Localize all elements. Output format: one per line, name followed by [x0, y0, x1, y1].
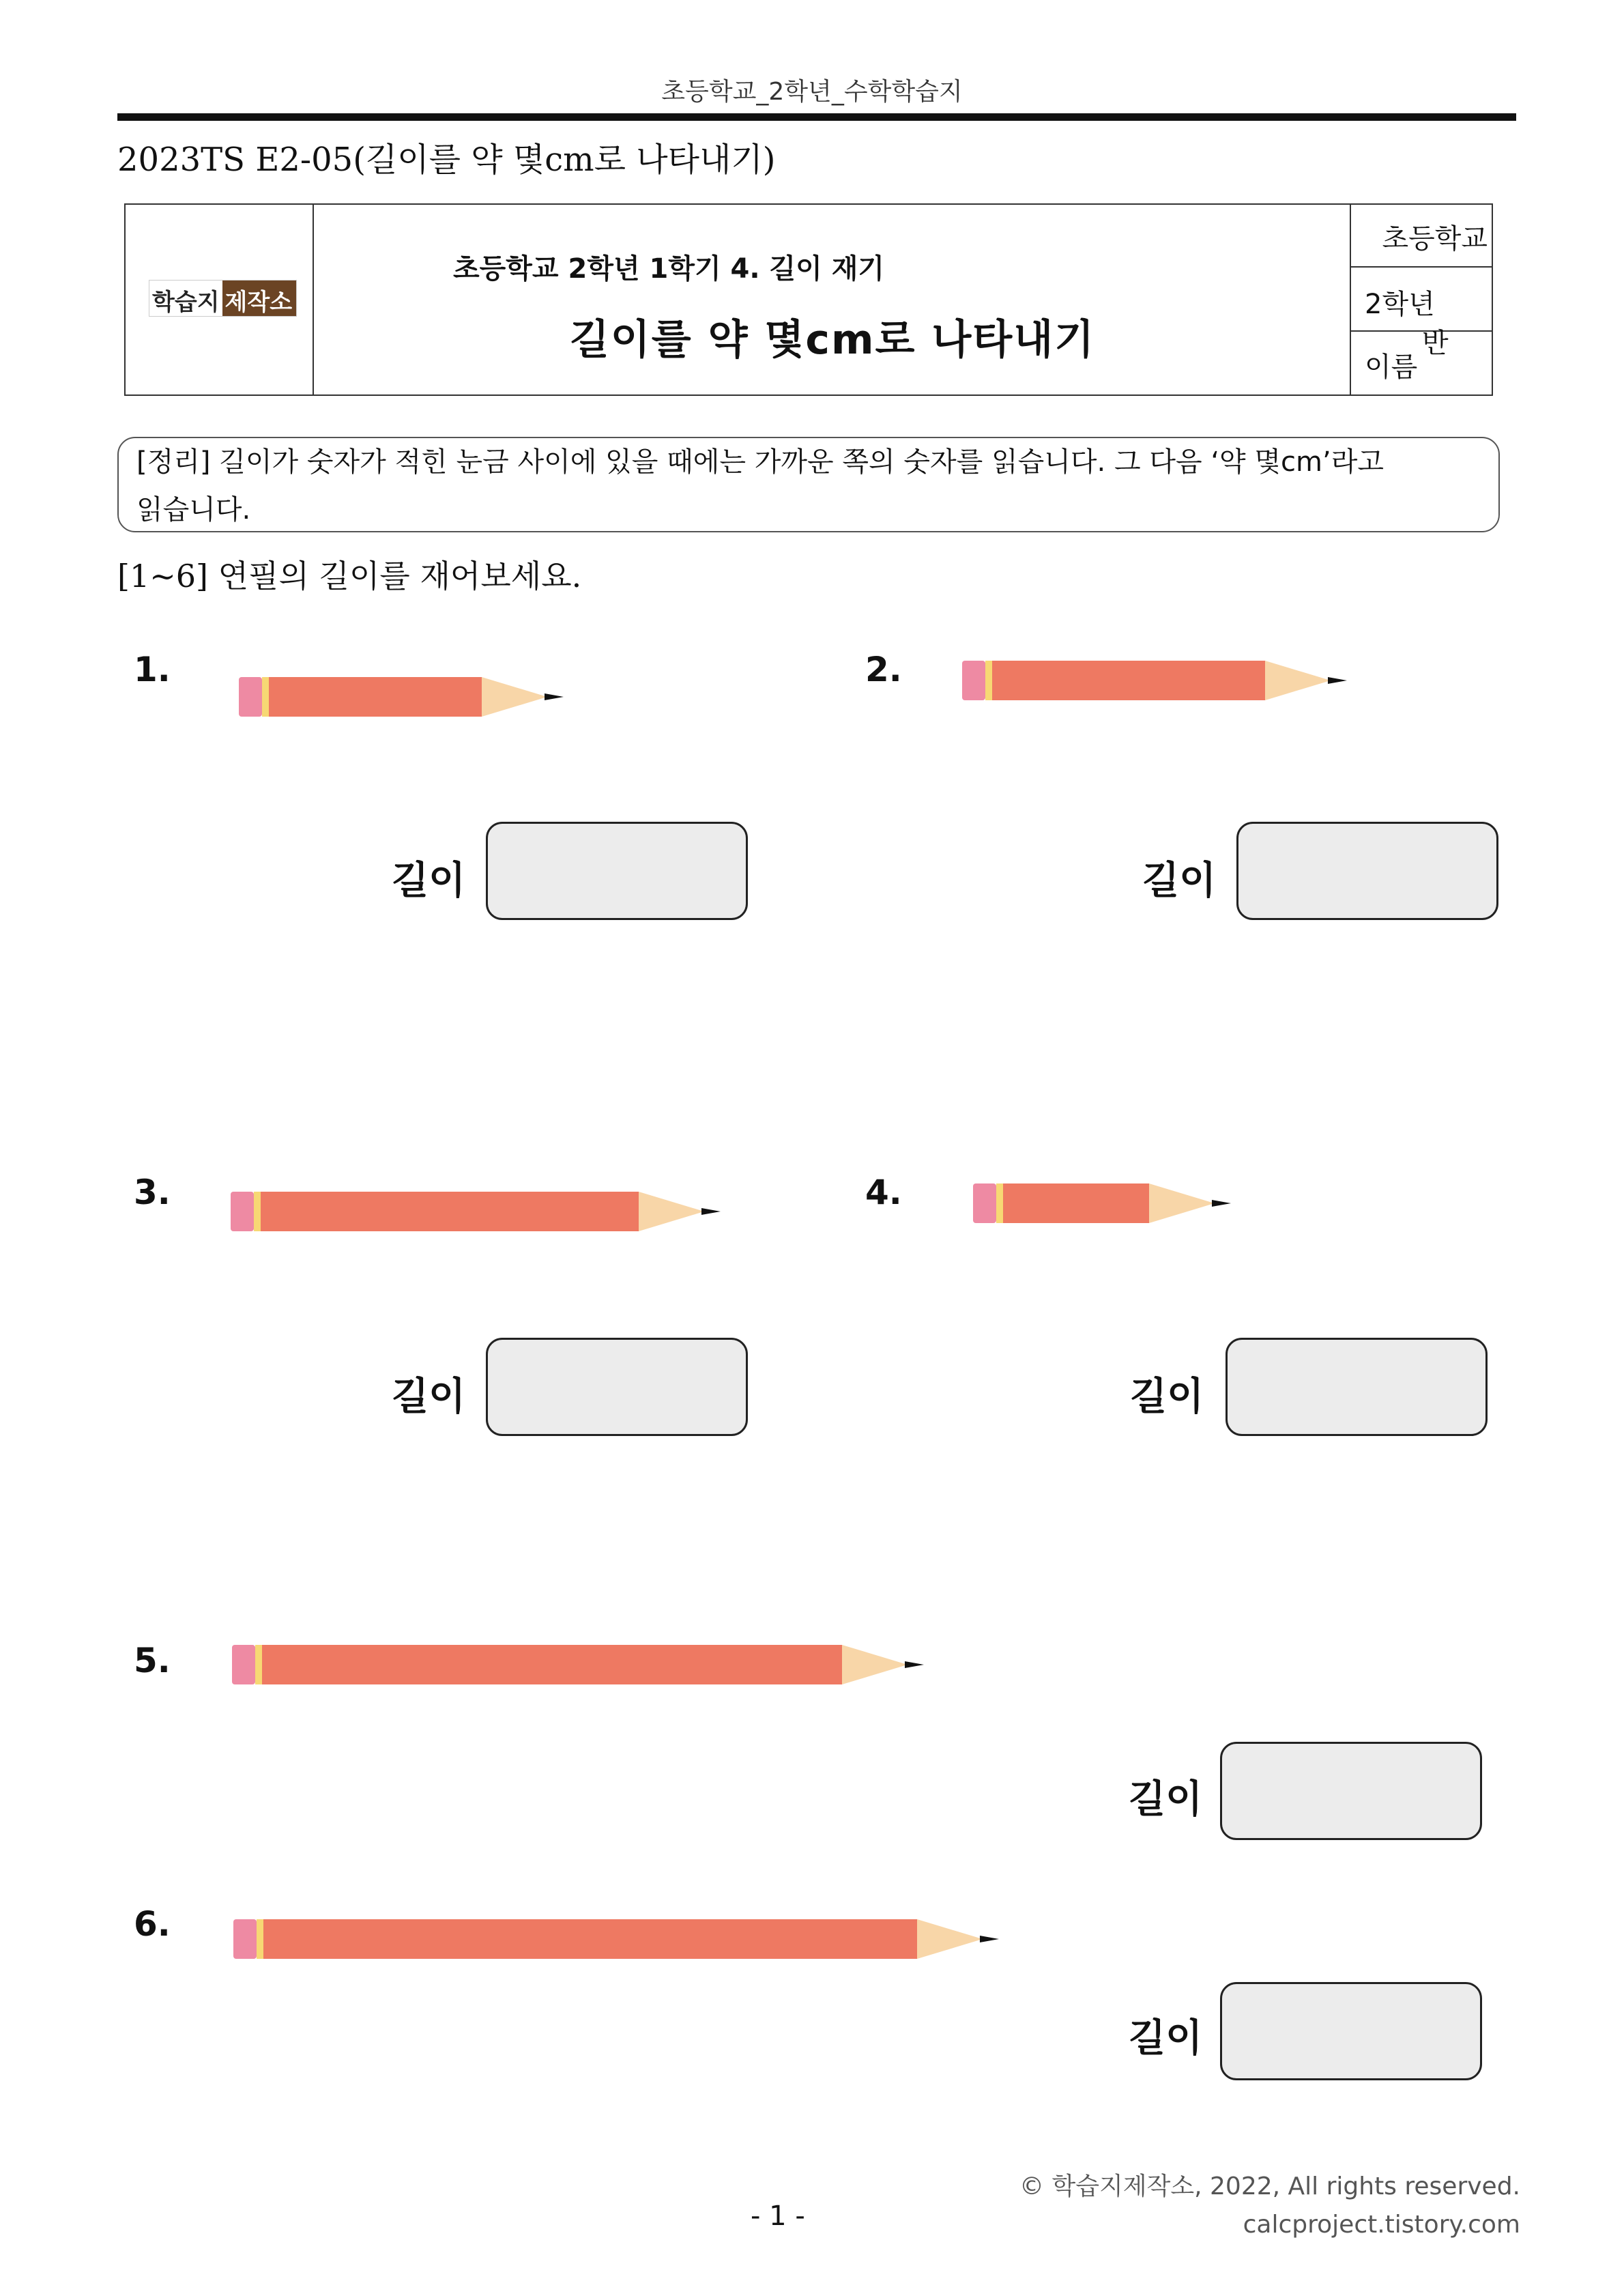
pencil-lead-tip — [905, 1661, 924, 1668]
pencil-body — [992, 661, 1265, 700]
answer-label: 길이 — [392, 1375, 466, 1419]
question-number: 6. — [134, 1904, 171, 1944]
title-cell — [314, 205, 1351, 394]
answer-label: 길이 — [1130, 1375, 1204, 1419]
pencil-wood-tip — [917, 1919, 983, 1959]
pencil-image — [973, 1183, 1231, 1223]
answer-box[interactable] — [486, 1338, 748, 1436]
pencil-image — [231, 1192, 721, 1231]
pencil-body — [261, 1192, 639, 1231]
pencil-eraser — [962, 661, 985, 700]
pencil-lead-tip — [1212, 1200, 1231, 1207]
pencil-body — [1003, 1183, 1149, 1223]
header-rule — [117, 113, 1516, 121]
pencil-body — [263, 1919, 917, 1959]
copyright-notice — [1019, 2168, 1520, 2244]
class-label: 반 — [1422, 328, 1449, 359]
pencil-eraser — [231, 1192, 254, 1231]
question-number: 1. — [134, 650, 171, 689]
grade-class-field[interactable] — [1351, 268, 1492, 359]
answer-box[interactable] — [1236, 822, 1498, 920]
pencil-band — [254, 1192, 261, 1231]
answer-label: 길이 — [1129, 2016, 1203, 2061]
page-number: - 1 - — [751, 2200, 805, 2232]
name-field[interactable]: 이름 — [1365, 351, 1418, 383]
pencil-eraser — [973, 1183, 996, 1223]
pencil-lead-tip — [1328, 677, 1347, 684]
pencil-wood-tip — [639, 1192, 704, 1231]
school-field[interactable]: 초등학교 — [1351, 205, 1492, 268]
header-table — [124, 203, 1493, 396]
pencil-wood-tip — [842, 1645, 908, 1684]
pencil-eraser — [239, 677, 262, 717]
answer-label: 길이 — [392, 859, 466, 903]
pencil-band — [996, 1183, 1003, 1223]
logo-cell — [126, 205, 314, 394]
question-number: 2. — [865, 650, 902, 689]
top-header: 초등학교_2학년_수학학습지 — [661, 78, 963, 106]
pencil-wood-tip — [482, 677, 547, 717]
answer-label: 길이 — [1142, 859, 1217, 903]
pencil-band — [255, 1645, 262, 1684]
unit-label: 초등학교 2학년 1학기 4. 길이 재기 — [453, 253, 884, 285]
pencil-band — [985, 661, 992, 700]
pencil-band — [262, 677, 269, 717]
pencil-body — [269, 677, 482, 717]
answer-box[interactable] — [1220, 1982, 1482, 2080]
pencil-lead-tip — [545, 693, 564, 700]
answer-box[interactable] — [1226, 1338, 1488, 1436]
instruction: [1~6] 연필의 길이를 재어보세요. — [117, 558, 582, 594]
student-info-cell — [1351, 205, 1492, 394]
pencil-image — [233, 1919, 999, 1959]
copyright-line: © 학습지제작소, 2022, All rights reserved. — [1019, 2172, 1520, 2200]
answer-box[interactable] — [486, 822, 748, 920]
page-title: 길이를 약 몇cm로 나타내기 — [569, 316, 1096, 364]
document-code: 2023TS E2-05(길이를 약 몇cm로 나타내기) — [117, 141, 776, 179]
pencil-body — [262, 1645, 842, 1684]
pencil-image — [239, 677, 564, 717]
summary-box: [정리] 길이가 숫자가 적힌 눈금 사이에 있을 때에는 가까운 쪽의 숫자를 읽습니다. 그 다음 ‘약 몇cm’라고 읽습니다. — [117, 437, 1500, 532]
pencil-eraser — [233, 1919, 257, 1959]
question-number: 3. — [134, 1173, 171, 1212]
logo-text-part1: 학습지 — [149, 281, 222, 316]
pencil-image — [232, 1645, 924, 1684]
pencil-lead-tip — [980, 1936, 999, 1942]
grade-label: 2학년 — [1365, 289, 1435, 320]
pencil-wood-tip — [1149, 1183, 1215, 1223]
question-number: 5. — [134, 1641, 171, 1680]
question-number: 4. — [865, 1173, 902, 1212]
answer-label: 길이 — [1129, 1777, 1203, 1822]
pencil-lead-tip — [701, 1208, 721, 1215]
pencil-eraser — [232, 1645, 255, 1684]
logo-text-part2: 제작소 — [222, 281, 297, 316]
pencil-wood-tip — [1265, 661, 1331, 700]
pencil-image — [962, 661, 1347, 700]
brand-logo — [149, 280, 297, 317]
answer-box[interactable] — [1220, 1742, 1482, 1840]
website-link[interactable]: calcproject.tistory.com — [1243, 2211, 1520, 2239]
pencil-band — [257, 1919, 263, 1959]
